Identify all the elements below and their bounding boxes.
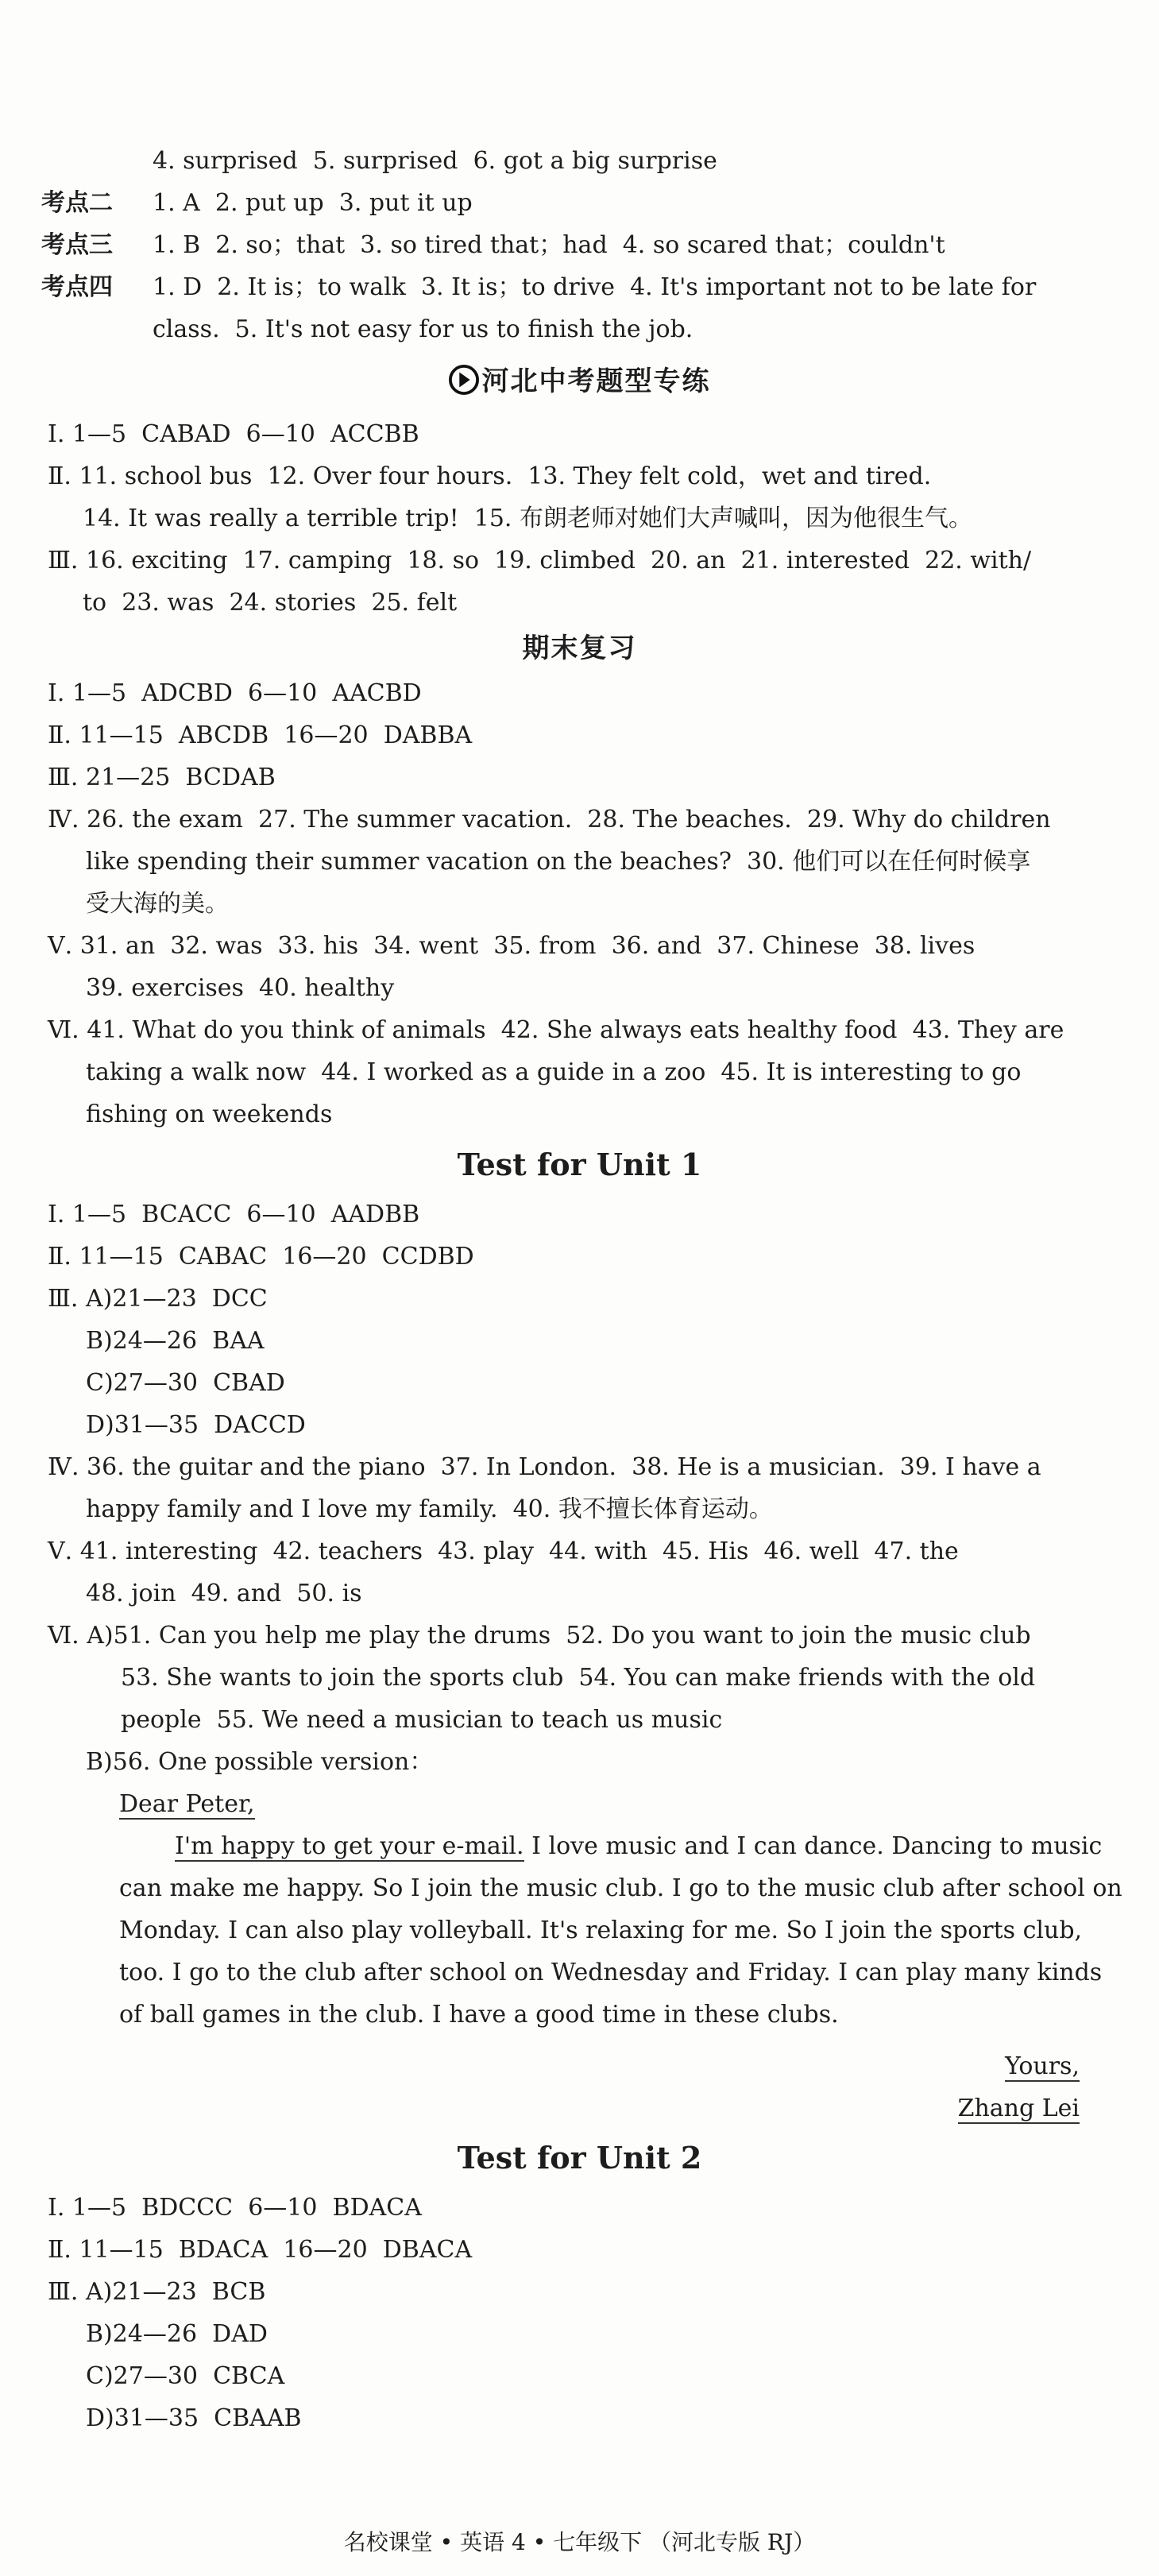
answer-line: 1. D 2. It is；to walk 3. It is；to drive 4. It's important not to be late for: [153, 273, 1037, 301]
section-title: [0, 359, 1159, 404]
answer-line: B)56. One possible version：: [86, 1748, 434, 1776]
answer-line: Ⅰ. 1—5 BDCCC 6—10 BDACA: [48, 2194, 422, 2222]
answer-line: Ⅳ. 26. the exam 27. The summer vacation. 28. The beaches. 29. Why do children: [48, 806, 1051, 834]
answer-line: fishing on weekends: [86, 1100, 333, 1128]
answer-line: Ⅴ. 31. an 32. was 33. his 34. went 35. from 36. and 37. Chinese 38. lives: [48, 932, 975, 960]
answer-line: B)24—26 BAA: [86, 1327, 265, 1355]
answer-line: Ⅵ. 41. What do you think of animals 42. She always eats healthy food 43. They are: [48, 1016, 1064, 1044]
answer-line: happy family and I love my family. 40. 我不擅长体育运动。: [86, 1495, 773, 1523]
answer-line: like spending their summer vacation on the beaches? 30. 他们可以在任何时候享: [86, 848, 1031, 876]
essay-text: I love music and I can dance. Dancing to music: [523, 1832, 1103, 1860]
letter-signature: [958, 2087, 1080, 2130]
essay-line: of ball games in the club. I have a good time in these clubs.: [119, 2001, 839, 2029]
section-title: Test for Unit 2: [457, 2140, 702, 2176]
answer-line: Ⅱ. 11—15 CABAC 16—20 CCDBD: [48, 1243, 474, 1271]
closing-text: Yours,: [1005, 2052, 1080, 2080]
answer-line: Ⅵ. A)51. Can you help me play the drums 52. Do you want to join the music club: [48, 1622, 1031, 1650]
answer-line: class. 5. It's not easy for us to finish the job.: [153, 315, 693, 343]
answer-line: Ⅰ. 1—5 CABAD 6—10 ACCBB: [48, 420, 419, 448]
answer-line: Ⅴ. 41. interesting 42. teachers 43. play 44. with 45. His 46. well 47. the: [48, 1537, 959, 1565]
answer-line: D)31—35 DACCD: [86, 1411, 306, 1439]
greeting-text: Dear Peter,: [119, 1790, 255, 1818]
signature-text: Zhang Lei: [957, 2094, 1080, 2122]
answer-line: Ⅰ. 1—5 ADCBD 6—10 AACBD: [48, 679, 422, 707]
answer-line: 53. She wants to join the sports club 54. You can make friends with the old: [121, 1664, 1036, 1692]
section-label: 考点三: [41, 231, 113, 259]
section-label: 考点二: [41, 189, 113, 217]
answer-line: 1. B 2. so；that 3. so tired that；had 4. so scared that；couldn't: [153, 231, 945, 259]
section-label: 考点四: [41, 273, 113, 301]
answer-line: C)27—30 CBCA: [86, 2362, 285, 2390]
answer-line: Ⅱ. 11—15 ABCDB 16—20 DABBA: [48, 721, 473, 749]
answer-line: Ⅲ. A)21—23 BCB: [48, 2278, 266, 2306]
essay-line: too. I go to the club after school on Wednesday and Friday. I can play many kinds: [119, 1959, 1103, 1986]
answer-line: taking a walk now 44. I worked as a guide in a zoo 45. It is interesting to go: [86, 1058, 1022, 1086]
answer-line: Ⅰ. 1—5 BCACC 6—10 AADBB: [48, 1201, 420, 1228]
answer-line: Ⅱ. 11—15 BDACA 16—20 DBACA: [48, 2236, 473, 2264]
letter-greeting: [119, 1783, 255, 1826]
essay-line: can make me happy. So I join the music club. I go to the music club after school on: [119, 1874, 1122, 1902]
section-title-text: 河北中考题型专练: [481, 366, 711, 397]
essay-line: Monday. I can also play volleyball. It's relaxing for me. So I join the sports club,: [119, 1917, 1083, 1944]
answer-line: Ⅲ. 21—25 BCDAB: [48, 764, 276, 791]
answer-line: C)27—30 CBAD: [86, 1369, 285, 1397]
answer-line: D)31—35 CBAAB: [86, 2404, 302, 2432]
essay-first-sentence: I'm happy to get your e-mail.: [175, 1832, 524, 1860]
page-footer: 名校课堂 • 英语 4 • 七年级下 （河北专版 RJ）: [343, 2529, 816, 2555]
answer-line: 48. join 49. and 50. is: [86, 1580, 362, 1607]
answer-line: 14. It was really a terrible trip! 15. 布朗老师对她们大声喊叫，因为他很生气。: [83, 505, 973, 532]
section-title: 期末复习: [522, 632, 637, 664]
answer-line: Ⅳ. 36. the guitar and the piano 37. In London. 38. He is a musician. 39. I have a: [48, 1453, 1041, 1481]
answer-line: B)24—26 DAD: [86, 2320, 268, 2348]
answer-line: 4. surprised 5. surprised 6. got a big surprise: [153, 147, 717, 175]
answer-line: Ⅲ. 16. exciting 17. camping 18. so 19. climbed 20. an 21. interested 22. with/: [48, 547, 1032, 574]
answer-line: 1. A 2. put up 3. put it up: [153, 189, 473, 217]
letter-closing: [1005, 2045, 1080, 2088]
answer-line: to 23. was 24. stories 25. felt: [83, 589, 458, 617]
essay-line: [175, 1825, 1102, 1868]
answer-line: Ⅲ. A)21—23 DCC: [48, 1285, 268, 1313]
arrow-circle-icon: [449, 365, 479, 395]
answer-line: Ⅱ. 11. school bus 12. Over four hours. 13. They felt cold，wet and tired.: [48, 462, 932, 490]
section-title: Test for Unit 1: [457, 1147, 702, 1182]
answer-line: 39. exercises 40. healthy: [86, 974, 395, 1002]
answer-line: 受大海的美。: [86, 890, 229, 918]
answer-line: people 55. We need a musician to teach us music: [121, 1706, 723, 1734]
